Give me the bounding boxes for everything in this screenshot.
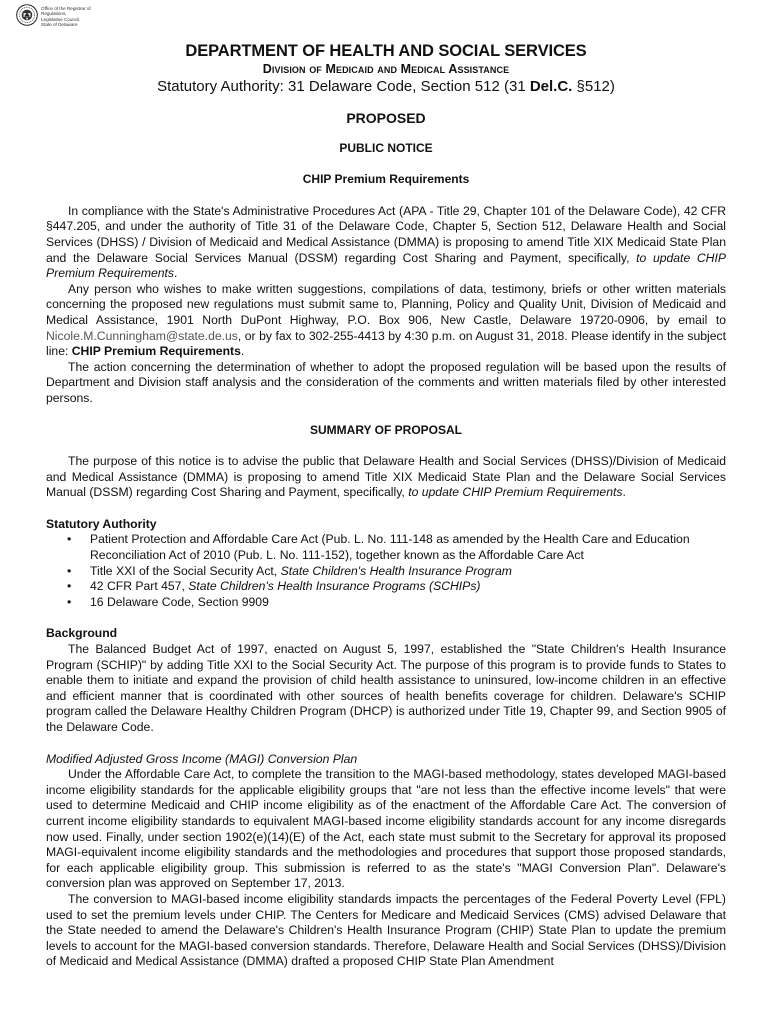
- bullet-icon: •: [67, 594, 72, 609]
- notice-title: CHIP Premium Requirements: [302, 172, 470, 187]
- list-item-text: 42 CFR Part 457,: [90, 579, 189, 594]
- seal-caption-line: Legislative Council,: [41, 16, 81, 22]
- registrar-seal: [16, 4, 103, 28]
- authority-prefix: Statutory Authority: 31 Delaware Code, Section 512 (31: [157, 78, 530, 95]
- paragraph-text: Any person who wishes to make written suggestions, compilations of data, testimony, briefs or other written materials concerning the proposed new regulations must submit same to, Planning, Policy and Quality Unit, Division of Medicaid and Medical Assistance, 1901 North DuPont Highway, P.O. Box 906, New Castle, Delaware 19720-0906, by email to: [46, 281, 726, 327]
- background-heading: Background: [46, 626, 118, 641]
- summary-heading: SUMMARY OF PROPOSAL: [309, 422, 462, 437]
- list-item-italic: State Children's Health Insurance Program: [280, 563, 512, 578]
- statutory-authority-heading: Statutory Authority: [46, 516, 157, 531]
- intro-paragraph-1: [46, 204, 726, 282]
- summary-paragraph: [46, 454, 726, 501]
- statutory-authority-line: [46, 77, 726, 96]
- document-page: [46, 30, 726, 970]
- proposed-label: PROPOSED: [346, 110, 426, 126]
- paragraph-end: .: [622, 485, 626, 500]
- paragraph-end: .: [240, 344, 245, 359]
- list-item-text: Title XXI of the Social Security Act,: [90, 563, 281, 578]
- list-item-italic: State Children's Health Insurance Programs (SCHIPs): [188, 579, 481, 594]
- department-title: DEPARTMENT OF HEALTH AND SOCIAL SERVICES: [185, 42, 587, 60]
- list-item-text: Patient Protection and Affordable Care Act (Pub. L. No. 111-148 as amended by the Health Care and Education Reconciliation Act of 2010 (Pub. L. No. 111-152), together known as the Affordable Care Act: [90, 532, 690, 563]
- list-item: [46, 564, 726, 580]
- magi-paragraph-2: The conversion to MAGI-based income eligibility standards impacts the percentages of the Federal Poverty Level (FPL) used to set the premium levels under CHIP. The Centers for Medicare and Medicaid Services (CMS) advised Delaware that the State needed to amend the Delaware's Children's Health Insurance Program (CHIP) State Plan to update the premium levels to account for the MAGI-based conversion standards. Therefore, Delaware Health and Social Services (DHSS)/Division of Medicaid and Medical Assistance (DMMA) drafted a proposed CHIP State Plan Amendment: [46, 891, 726, 969]
- bullet-icon: •: [67, 563, 72, 578]
- paragraph-text: The purpose of this notice is to advise the public that Delaware Health and Social Services (DHSS)/Division of Medicaid and Medical Assistance (DMMA) is proposing to amend Title XIX Medicaid State Plan and the Delaware Social Services Manual (DSSM) regarding Cost Sharing and Payment, specifically,: [46, 454, 726, 500]
- magi-paragraph-1: Under the Affordable Care Act, to complete the transition to the MAGI-based methodology, states developed MAGI-based income eligibility standards for the applicable eligibility groups that "are not less than the effective income levels" that were used to determine Medicaid and CHIP income eligibility as of the enactment of the Affordable Care Act. The conversion of current income eligibility standards to equivalent MAGI-based income eligibility standards account for any income disregards now used. Finally, under section 1902(e)(14)(E) of the Act, each state must submit to the Secretary for approval its proposed MAGI-equivalent income eligibility standards and the methodologies and procedures that support those proposed standards, for each applicable eligibility group. This submission is referred to as the state's "MAGI Conversion Plan". Delaware's conversion plan was approved on September 17, 2013.: [46, 767, 726, 891]
- list-item: [46, 579, 726, 595]
- seal-caption: [41, 6, 103, 28]
- list-item-text: 16 Delaware Code, Section 9909: [90, 594, 269, 609]
- paragraph-end: .: [174, 266, 178, 281]
- paragraph-text-continued: , or by fax to 302-255-4413 by 4:30 p.m. on August 31, 2018. Please identify in the subject line:: [46, 328, 726, 359]
- public-notice-label: PUBLIC NOTICE: [339, 140, 433, 155]
- seal-caption-line: Office of the Registrar of Regulations,: [41, 6, 91, 17]
- seal-caption-line: State of Delaware: [41, 22, 78, 28]
- intro-paragraph-3: The action concerning the determination of whether to adopt the proposed regulation will be based upon the results of Department and Division staff analysis and the consideration of the comments and written materials filed by other interested persons.: [46, 359, 726, 405]
- delaware-seal-icon: [16, 4, 38, 26]
- contact-email-link[interactable]: Nicole.M.Cunningham@state.de.us: [46, 328, 238, 343]
- paragraph-text: In compliance with the State's Administrative Procedures Act (APA - Title 29, Chapter 101 of the Delaware Code), 42 CFR §447.205, and under the authority of Title 31 of the Delaware Code, Chapter 5, Section 512, Delaware Health and Social Services (DHSS) / Division of Medicaid and Medical Assistance (DMMA) is proposing to amend Title XIX Medicaid State Plan and the Delaware Social Services Manual (DSSM) regarding Cost Sharing and Payment, specifically,: [46, 203, 726, 265]
- magi-heading: [46, 752, 726, 768]
- intro-paragraph-2: [46, 282, 726, 360]
- list-item: [46, 532, 726, 563]
- bullet-icon: •: [67, 532, 72, 547]
- authority-code: Del.C.: [529, 78, 573, 95]
- paragraph-italic: to update CHIP Premium Requirements: [46, 250, 726, 281]
- background-paragraph: The Balanced Budget Act of 1997, enacted on August 5, 1997, established the "State Children's Health Insurance Program (SCHIP)" by adding Title XXI to the Social Security Act. The purpose of this program is to provide funds to States to enable them to initiate and expand the provision of child health assistance to uninsured, low-income children in an effective and efficient manner that is coordinated with other sources of health benefits coverage for children. Delaware's SCHIP program called the Delaware Healthy Children Program (DHCP) is authorized under Title 19, Chapter 99, and Section 9905 of the Delaware Code.: [46, 642, 726, 734]
- list-item: [46, 595, 726, 611]
- subject-line-bold: CHIP Premium Requirements: [71, 344, 241, 359]
- authority-suffix: §512): [572, 78, 615, 95]
- division-title: Division of Medicaid and Medical Assistance: [262, 62, 510, 76]
- bullet-icon: •: [67, 579, 72, 594]
- paragraph-italic: to update CHIP Premium Requirements: [408, 485, 623, 500]
- magi-heading-text: Modified Adjusted Gross Income (MAGI) Conversion Plan: [46, 751, 358, 766]
- statutory-authority-list: [46, 532, 726, 610]
